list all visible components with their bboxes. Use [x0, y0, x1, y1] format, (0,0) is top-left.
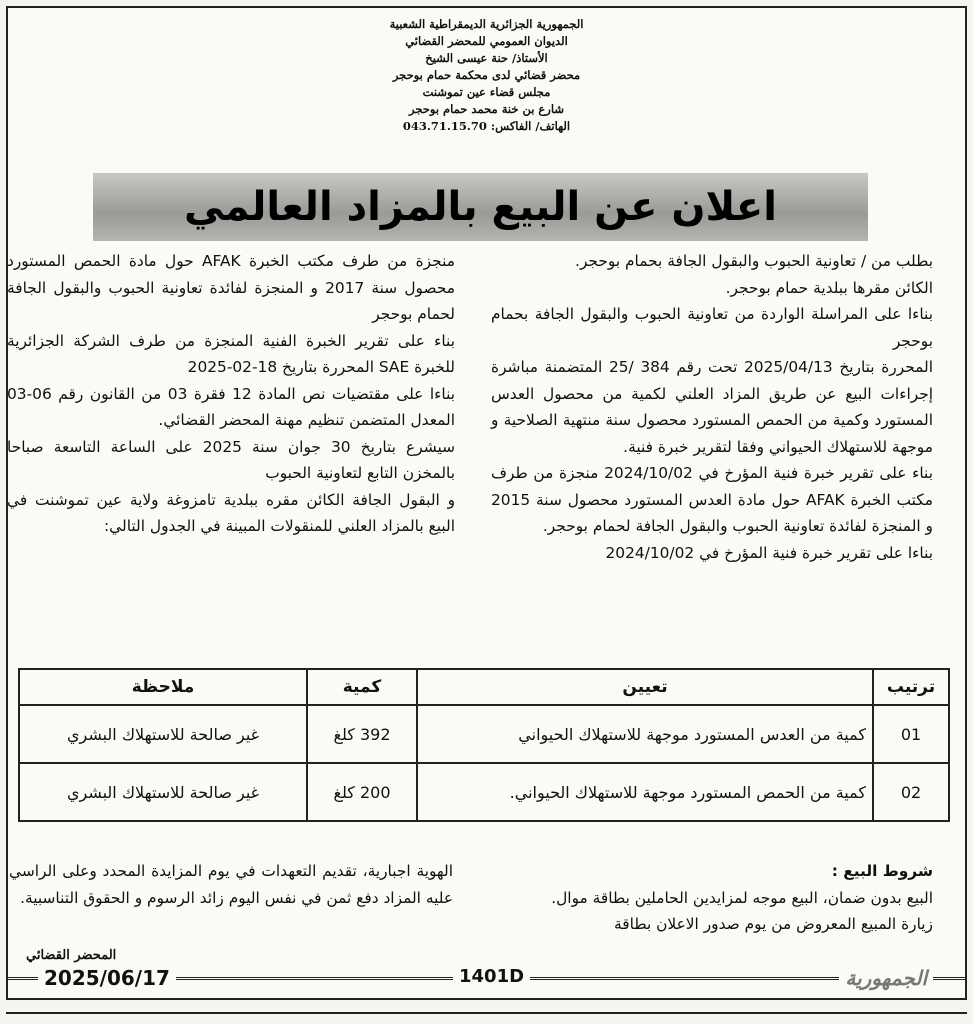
cell-quantity: 200 كلغ	[307, 763, 417, 821]
cell-note: غير صالحة للاستهلاك البشري	[19, 763, 307, 821]
cell-rank: 02	[873, 763, 949, 821]
paragraph: بطلب من / تعاونية الحبوب والبقول الجافة بحمام بوحجر.	[575, 252, 933, 270]
cell-note: غير صالحة للاستهلاك البشري	[19, 705, 307, 763]
header-line-2: الديوان العمومي للمحضر القضائي	[405, 34, 568, 48]
table-header-row	[19, 669, 949, 705]
publication-date: 2025/06/17	[38, 966, 176, 990]
header-line-1: الجمهورية الجزائرية الديمقراطية الشعبية	[389, 17, 584, 31]
cell-designation: كمية من الحمص المستورد موجهة للاستهلاك الحيواني.	[417, 763, 873, 821]
conditions-heading: شروط البيع :	[831, 862, 933, 880]
header-line-5: مجلس قضاء عين تموشنت	[422, 85, 551, 99]
right-column	[491, 248, 933, 566]
paragraph: و البقول الجافة الكائن مقره ببلدية تامزوغة ولاية عين تموشنت في البيع بالمزاد العلني للمنقولات المبينة في الجدول التالي:	[7, 490, 455, 535]
paragraph: سيشرع بتاريخ 30 جوان سنة 2025 على الساعة التاسعة صباحا بالمخزن التابع لتعاونية الحبوب	[7, 437, 455, 482]
notice-frame	[6, 6, 967, 1000]
paragraph: بناءا على تقرير خبرة فنية المؤرخ في 2024/10/02	[605, 543, 933, 562]
header-line-4: محضر قضائي لدى محكمة حمام بوحجر	[392, 68, 581, 82]
paragraph: بناء على تقرير الخبرة الفنية المنجزة من طرف الشركة الجزائرية للخبرة SAE المحررة بتاريخ 18-02-2025	[7, 331, 455, 376]
paragraph: الكائن مقرها ببلدية حمام بوحجر.	[725, 278, 933, 297]
newspaper-name: الجمهورية	[839, 966, 933, 990]
paragraph: البيع بدون ضمان، البيع موجه لمزايدين الحاملين بطاقة موال.	[551, 888, 933, 907]
header-quantity: كمية	[307, 669, 417, 705]
bottom-rule	[6, 1012, 967, 1024]
cell-quantity: 392 كلغ	[307, 705, 417, 763]
header-designation: تعيين	[417, 669, 873, 705]
cell-rank: 01	[873, 705, 949, 763]
notice-title: اعلان عن البيع بالمزاد العالمي	[184, 184, 777, 230]
paragraph: منجزة من طرف مكتب الخبرة AFAK حول مادة الحمص المستورد محصول سنة 2017 و المنجزة لفائدة تعاونية الحبوب والبقول الجافة لحمام بوحجر	[7, 252, 455, 323]
items-table	[18, 668, 950, 822]
header-line-6: شارع بن خنة محمد حمام بوحجر	[409, 102, 564, 116]
paragraph: بناءا على مقتضيات نص المادة 12 فقرة 03 من القانون رقم 06-03 المعدل المتضمن تنظيم مهنة المحضر القضائي.	[7, 384, 455, 429]
signer-label: المحضر القضائي	[26, 948, 117, 963]
header-line-7: الهاتف/ الفاكس: 043.71.15.70	[402, 119, 571, 133]
header-note: ملاحظة	[19, 669, 307, 705]
header-line-3: الأستاذ/ حنة عيسى الشيخ	[425, 51, 548, 65]
paragraph: الهوية اجبارية، تقديم التعهدات في يوم المزايدة المحدد وعلى الراسي عليه المزاد دفع ثمن في نفس اليوم زائد الرسوم و الحقوق التناسبية.	[9, 862, 453, 907]
paragraph: زيارة المبيع المعروض من يوم صدور الاعلان بطاقة	[614, 915, 933, 933]
paragraph: بناء على تقرير خبرة فنية المؤرخ في 2024/10/02 منجزة من طرف مكتب الخبرة AFAK حول مادة العدس المستورد محصول سنة 2015 و المنجزة لفائدة تعاونية الحبوب والبقول الجافة لحمام بوحجر.	[491, 464, 933, 535]
conditions-left	[9, 858, 453, 911]
cell-designation: كمية من العدس المستورد موجهة للاستهلاك الحيواني	[417, 705, 873, 763]
paragraph: المحررة بتاريخ 2025/04/13 تحت رقم 384 /25 المتضمنة مباشرة إجراءات البيع عن طريق المزاد العلني لكمية من محصول العدس المستورد وكمية من الحمص المستورد محصول سنة منتهية الصلاحية و موجهة للاستهلاك الحيواني وفقا لتقرير خبرة فنية.	[491, 358, 934, 456]
conditions-right	[483, 858, 933, 938]
table-row	[19, 763, 949, 821]
notice-code: 1401D	[453, 966, 530, 987]
paragraph: بناءا على المراسلة الواردة من تعاونية الحبوب والبقول الجافة بحمام بوحجر	[491, 305, 933, 350]
table-row	[19, 705, 949, 763]
left-column	[7, 248, 455, 540]
title-banner	[93, 173, 868, 241]
header-rank: ترتيب	[873, 669, 949, 705]
bailiff-header	[8, 16, 965, 135]
